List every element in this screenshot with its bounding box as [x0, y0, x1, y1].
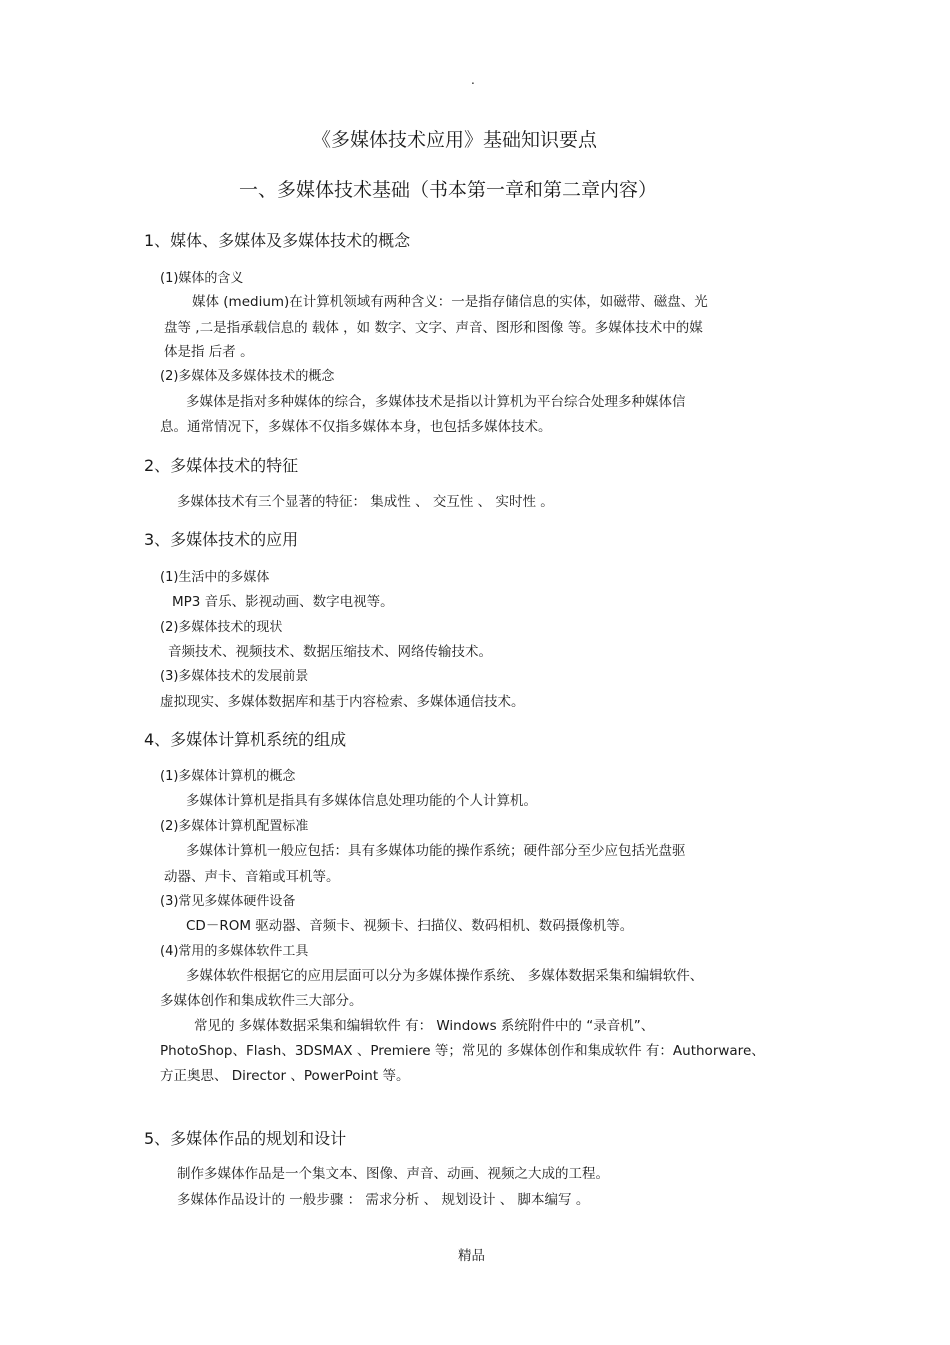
section-heading-2: 2、多媒体技术的特征 [144, 456, 299, 475]
paragraph-line: 动器、声卡、音箱或耳机等。 [164, 869, 340, 885]
paragraph-line: 多媒体计算机一般应包括：具有多媒体功能的操作系统；硬件部分至少应包括光盘驱 [186, 843, 686, 859]
paragraph-line: 音频技术、视频技术、数据压缩技术、网络传输技术。 [168, 644, 492, 660]
subheading-3-2: (2)多媒体技术的现状 [160, 620, 283, 635]
subheading-3-3: (3)多媒体技术的发展前景 [160, 669, 309, 684]
paragraph-line: 多媒体技术有三个显著的特征： 集成性 、 交互性 、 实时性 。 [177, 494, 554, 510]
paragraph-line: 多媒体创作和集成软件三大部分。 [160, 993, 363, 1009]
paragraph-line: 多媒体计算机是指具有多媒体信息处理功能的个人计算机。 [186, 793, 537, 809]
paragraph-line: MP3 音乐、影视动画、数字电视等。 [172, 594, 394, 610]
subheading-1-1: (1)媒体的含义 [160, 271, 244, 286]
paragraph-line: 多媒体是指对多种媒体的综合，多媒体技术是指以计算机为平台综合处理多种媒体信 [186, 394, 686, 410]
section-heading-4: 4、多媒体计算机系统的组成 [144, 730, 347, 749]
subheading-4-4: (4)常用的多媒体软件工具 [160, 944, 309, 959]
section-heading-3: 3、多媒体技术的应用 [144, 530, 299, 549]
section-heading-5: 5、多媒体作品的规划和设计 [144, 1129, 347, 1148]
section-heading-1: 1、媒体、多媒体及多媒体技术的概念 [144, 231, 411, 250]
paragraph-line: 盘等 ,二是指承载信息的 载体 ，如 数字、文字、声音、图形和图像 等。多媒体技术中的媒 [164, 320, 703, 336]
paragraph-line: 多媒体软件根据它的应用层面可以分为多媒体操作系统、 多媒体数据采集和编辑软件、 [186, 968, 704, 984]
page-top-mark: . [471, 73, 475, 87]
paragraph-line: 息。通常情况下，多媒体不仅指多媒体本身，也包括多媒体技术。 [160, 419, 552, 435]
document-title: 《多媒体技术应用》基础知识要点 [312, 129, 598, 151]
paragraph-line: PhotoShop、Flash、3DSMAX 、Premiere 等；常见的 多媒体创作和集成软件 有：Authorware、 [160, 1043, 765, 1059]
subheading-3-1: (1)生活中的多媒体 [160, 570, 270, 585]
paragraph-line: 媒体 (medium)在计算机领域有两种含义：一是指存储信息的实体，如磁带、磁盘、光 [192, 294, 708, 310]
subheading-4-1: (1)多媒体计算机的概念 [160, 769, 296, 784]
chapter-heading: 一、多媒体技术基础（书本第一章和第二章内容） [239, 179, 658, 201]
paragraph-line: 体是指 后者 。 [164, 344, 254, 360]
subheading-4-3: (3)常见多媒体硬件设备 [160, 894, 296, 909]
subheading-1-2: (2)多媒体及多媒体技术的概念 [160, 369, 335, 384]
subheading-4-2: (2)多媒体计算机配置标准 [160, 819, 309, 834]
paragraph-line: CD－ROM 驱动器、音频卡、视频卡、扫描仪、数码相机、数码摄像机等。 [186, 918, 634, 934]
paragraph-line: 虚拟现实、多媒体数据库和基于内容检索、多媒体通信技术。 [160, 694, 525, 710]
paragraph-line: 常见的 多媒体数据采集和编辑软件 有： Windows 系统附件中的 “录音机”、 [194, 1018, 655, 1034]
page-footer: 精品 [458, 1248, 485, 1264]
paragraph-line: 制作多媒体作品是一个集文本、图像、声音、动画、视频之大成的工程。 [177, 1166, 609, 1182]
paragraph-line: 多媒体作品设计的 一般步骤 ： 需求分析 、 规划设计 、 脚本编写 。 [177, 1192, 590, 1208]
paragraph-line: 方正奥思、 Director 、PowerPoint 等。 [160, 1068, 410, 1084]
